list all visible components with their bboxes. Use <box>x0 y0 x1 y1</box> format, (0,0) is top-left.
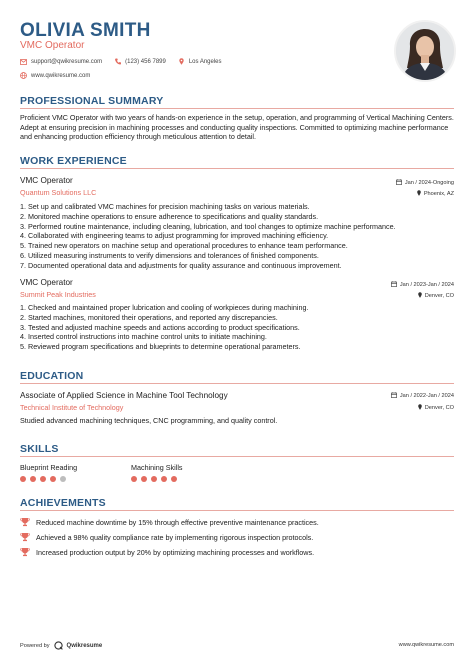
list-item: 2. Started machines, monitored their operations, and reported any discrepancies. <box>20 312 278 322</box>
education-description: Studied advanced machining techniques, CNC programming, and quality control. <box>20 416 278 425</box>
skill-2-label: Machining Skills <box>131 463 183 472</box>
job-1-location <box>417 190 454 198</box>
summary-text: Proficient VMC Operator with two years of hands-on experience in the setup, operation, and programming of Vertical Machining Centers. Adept at ensuring precision in machining processes and conducting quality inspections. Committed to optimizing machine performance and enhancing production efficiency through meticulous attention to detail. <box>20 113 454 142</box>
education-heading: EDUCATION <box>20 370 84 382</box>
phone-contact[interactable] <box>114 58 166 65</box>
profile-photo <box>394 20 456 82</box>
brand-name[interactable]: Qwikresume <box>66 642 103 649</box>
school-name: Technical Institute of Technology <box>20 403 124 412</box>
location-pin-icon <box>417 190 421 198</box>
skill-1-rating <box>20 476 66 482</box>
education-location <box>418 404 454 412</box>
list-item: 1. Set up and calibrated VMC machines for precision machining tasks on various materials. <box>20 202 310 211</box>
rating-dot-filled <box>161 476 167 482</box>
job-2-date-text: Jan / 2023-Jan / 2024 <box>399 282 454 288</box>
trophy-icon <box>20 517 30 527</box>
education-date <box>391 392 454 400</box>
email-contact[interactable] <box>20 58 102 65</box>
job-1-title: VMC Operator <box>20 176 73 185</box>
rating-dot-filled <box>50 476 56 482</box>
rating-dot-empty <box>60 476 66 482</box>
education-divider <box>20 383 454 384</box>
email-text: support@qwikresume.com <box>31 58 103 65</box>
job-2-title: VMC Operator <box>20 278 73 287</box>
phone-text: (123) 456 7899 <box>125 58 166 65</box>
job-2-date <box>391 281 454 289</box>
list-item: 4. Inserted control instructions into machine control units to initiate machining. <box>20 332 267 342</box>
job-2-company: Summit Peak Industries <box>20 290 96 299</box>
footer-website[interactable]: www.qwikresume.com <box>398 642 454 648</box>
job-1-duties <box>20 202 454 271</box>
job-2-duties <box>20 303 454 352</box>
candidate-role: VMC Operator <box>20 40 85 51</box>
person-portrait-icon <box>396 22 454 80</box>
powered-by-text: Powered by <box>20 642 50 649</box>
list-item: 5. Trained new operators on machine setup and operational procedures to enhance team performance. <box>20 241 348 251</box>
contact-row <box>20 58 222 65</box>
website-contact[interactable] <box>20 72 90 79</box>
job-1-date-text: Jan / 2024-Ongoing <box>404 180 454 186</box>
calendar-icon <box>396 179 402 187</box>
achievement-item: Reduced machine downtime by 15% through effective preventive maintenance practices. <box>20 517 319 527</box>
footer-branding <box>20 641 102 650</box>
degree-title: Associate of Applied Science in Machine Tool Technology <box>20 391 228 400</box>
mail-icon <box>20 58 27 65</box>
list-item: 3. Tested and adjusted machine speeds and actions according to product specifications. <box>20 322 300 332</box>
trophy-icon <box>20 547 30 557</box>
education-location-text: Denver, CO <box>424 405 454 411</box>
location-pin-icon <box>178 58 185 65</box>
skills-heading: SKILLS <box>20 443 59 455</box>
calendar-icon <box>391 392 397 400</box>
calendar-icon <box>391 281 397 289</box>
job-1-company: Quantum Solutions LLC <box>20 188 97 197</box>
list-item: 2. Monitored machine operations to ensure adherence to specifications and quality standards. <box>20 211 319 221</box>
skill-1-label: Blueprint Reading <box>20 463 78 472</box>
website-text: www.qwikresume.com <box>31 72 91 79</box>
summary-heading: PROFESSIONAL SUMMARY <box>20 95 164 107</box>
job-1-date <box>396 179 454 187</box>
rating-dot-filled <box>131 476 137 482</box>
location-pin-icon <box>418 292 422 300</box>
list-item: 7. Documented operational data and adjustments for quality assurance and continuous improvement. <box>20 260 342 270</box>
location-text: Los Angeles <box>188 58 222 65</box>
job-1-location-text: Phoenix, AZ <box>423 191 454 197</box>
globe-icon <box>20 72 27 79</box>
rating-dot-filled <box>171 476 177 482</box>
location-contact <box>178 58 222 65</box>
experience-heading: WORK EXPERIENCE <box>20 155 127 167</box>
achievements-heading: ACHIEVEMENTS <box>20 497 106 509</box>
achievements-divider <box>20 510 454 511</box>
rating-dot-filled <box>141 476 147 482</box>
rating-dot-filled <box>30 476 36 482</box>
education-date-text: Jan / 2022-Jan / 2024 <box>399 393 454 399</box>
phone-icon <box>114 58 121 65</box>
rating-dot-filled <box>151 476 157 482</box>
list-item: 4. Collaborated with engineering teams to adjust programming for improved machining efficiency. <box>20 231 329 241</box>
rating-dot-filled <box>20 476 26 482</box>
achievement-item: Increased production output by 20% by optimizing machining processes and workflows. <box>20 547 314 557</box>
list-item: 6. Utilized measuring instruments to verify dimensions and tolerances of finished components. <box>20 250 319 260</box>
location-pin-icon <box>418 404 422 412</box>
job-2-location <box>418 292 454 300</box>
summary-divider <box>20 108 454 109</box>
achievement-item: Achieved a 98% quality compliance rate by implementing rigorous inspection protocols. <box>20 532 313 542</box>
skills-divider <box>20 456 454 457</box>
list-item: 3. Performed routine maintenance, including cleaning, lubrication, and tool changes to optimize machine performance. <box>20 221 396 231</box>
rating-dot-filled <box>40 476 46 482</box>
candidate-name: OLIVIA SMITH <box>20 20 151 41</box>
skill-2-rating <box>131 476 177 482</box>
trophy-icon <box>20 532 30 542</box>
experience-divider <box>20 168 454 169</box>
qwikresume-logo-icon <box>54 641 63 650</box>
list-item: 5. Reviewed program specifications and blueprints to determine operational parameters. <box>20 342 301 352</box>
job-2-location-text: Denver, CO <box>424 293 454 299</box>
list-item: 1. Checked and maintained proper lubrication and cooling of workpieces during machining. <box>20 303 309 312</box>
